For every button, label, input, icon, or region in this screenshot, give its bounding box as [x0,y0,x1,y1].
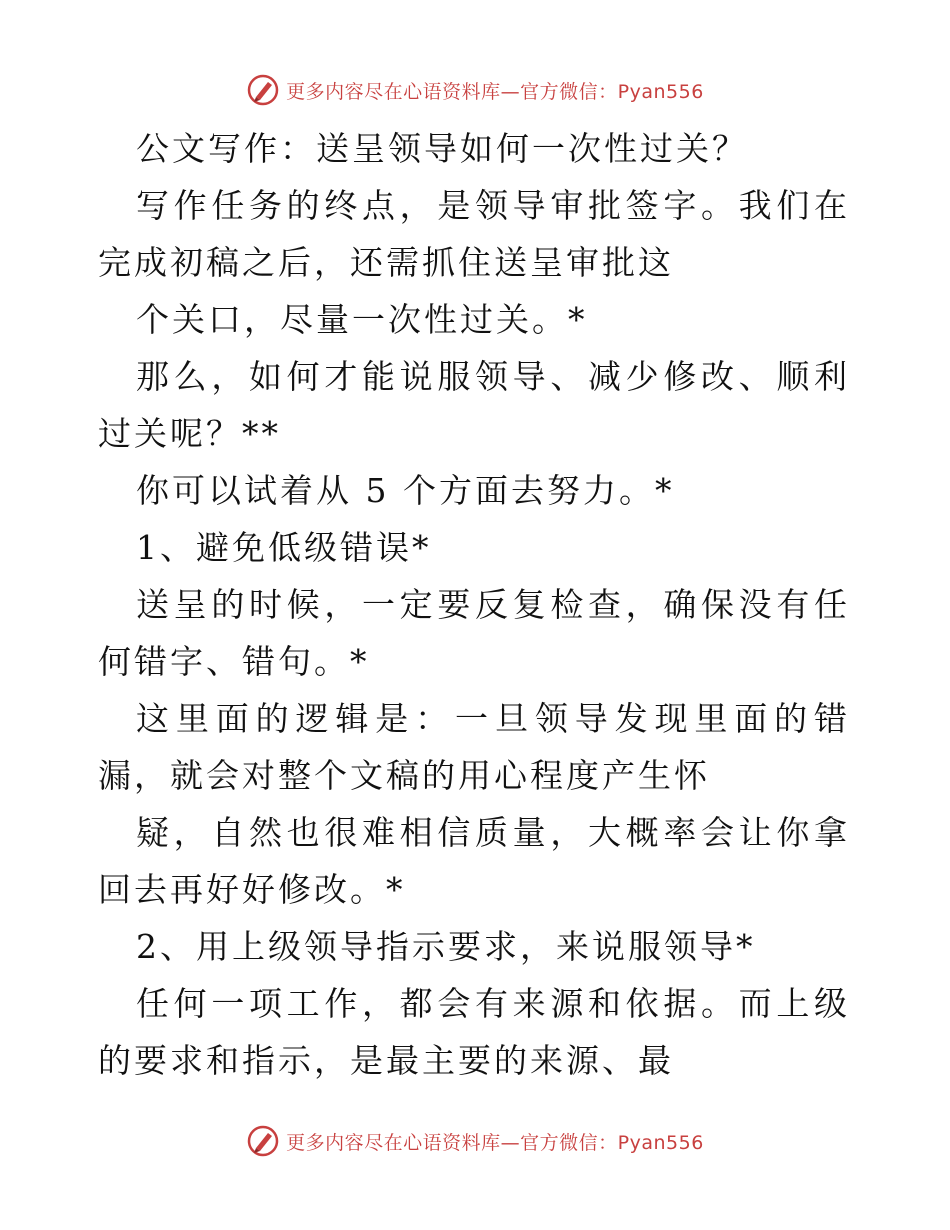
footer-watermark-text: 更多内容尽在心语资料库—官方微信：Pyan556 [286,1131,704,1154]
header-watermark-text: 更多内容尽在心语资料库—官方微信：Pyan556 [286,80,704,103]
paragraph: 疑，自然也很难相信质量，大概率会让你拿回去再好好修改。* [98,813,850,909]
pen-logo-icon [246,1124,280,1158]
body-text [98,120,850,1089]
paragraph: 你可以试着从 5 个方面去努力。* [136,471,675,510]
header-watermark [0,68,950,112]
pen-logo-icon [246,73,280,107]
paragraph: 那么，如何才能说服领导、减少修改、顺利过关呢？** [98,357,850,453]
section-heading: 1、避免低级错误* [136,528,432,567]
paragraph: 个关口，尽量一次性过关。* [136,300,588,339]
paragraph: 送呈的时候，一定要反复检查，确保没有任何错字、错句。* [98,585,850,681]
paragraph-title: 公文写作：送呈领导如何一次性过关？ [136,129,748,168]
footer-watermark [0,1119,950,1163]
paragraph: 这里面的逻辑是：一旦领导发现里面的错漏，就会对整个文稿的用心程度产生怀 [98,699,850,795]
section-heading: 2、用上级领导指示要求，来说服领导* [136,927,756,966]
paragraph: 任何一项工作，都会有来源和依据。而上级的要求和指示，是最主要的来源、最 [98,984,850,1080]
paragraph: 写作任务的终点，是领导审批签字。我们在完成初稿之后，还需抓住送呈审批这 [98,186,850,282]
